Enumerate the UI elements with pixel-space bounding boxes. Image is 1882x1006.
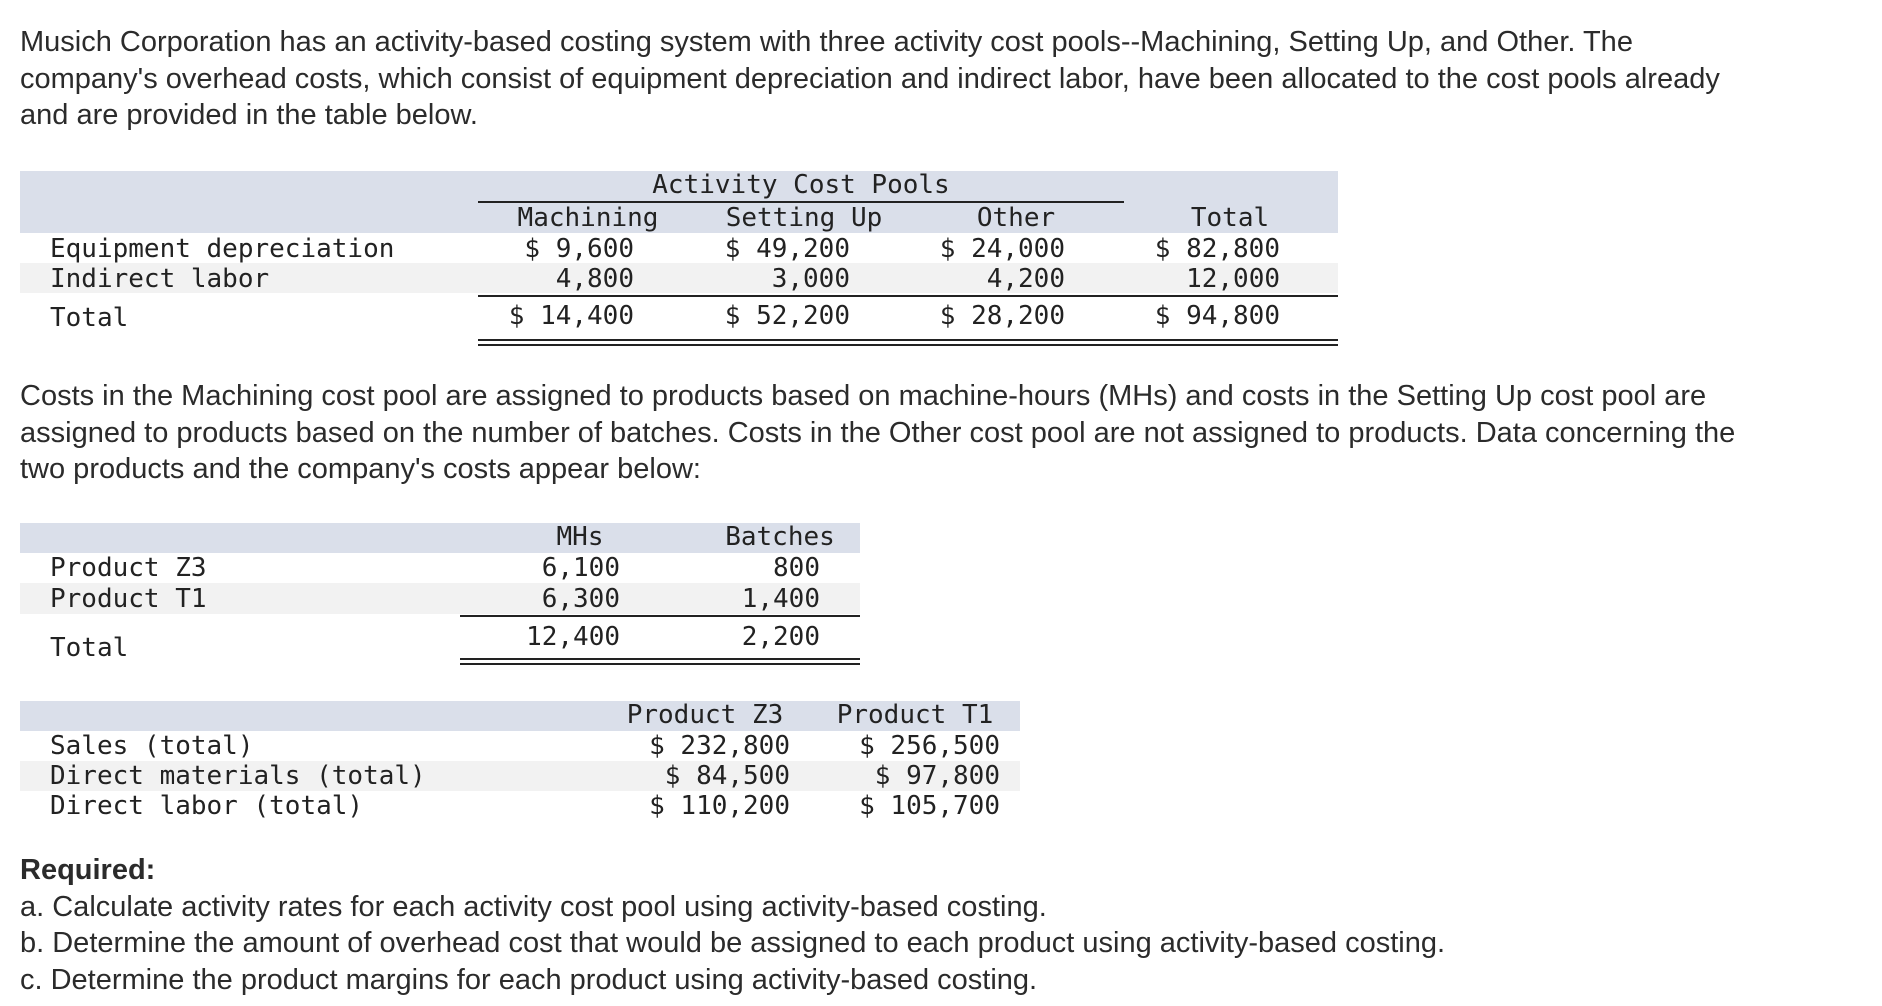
intro-line: Musich Corporation has an activity-based costing system with three activity cost pools--Machining, Setting Up, and Other. The <box>20 26 1633 58</box>
column-header-machining: Machining <box>517 203 659 233</box>
total-double-rule <box>478 339 1338 346</box>
column-header-other: Other <box>976 203 1056 233</box>
row-label-direct-materials: Direct materials (total) <box>50 761 426 791</box>
row-label-total: Total <box>50 303 129 333</box>
required-item-b: b. Determine the amount of overhead cost that would be assigned to each product using activity-based costing. <box>20 927 1446 959</box>
cell-value: 6,100 <box>541 553 620 583</box>
middle-paragraph <box>20 378 1882 488</box>
cell-value: $ 28,200 <box>939 301 1065 331</box>
subtotal-rule <box>460 615 860 617</box>
cell-value: 4,800 <box>555 264 634 294</box>
cell-value: 12,400 <box>526 622 620 652</box>
row-label-indirect-labor: Indirect labor <box>50 264 270 294</box>
middle-line: assigned to products based on the number of batches. Costs in the Other cost pool are not assigned to products. Data concerning the <box>20 416 1736 449</box>
cell-value: $ 94,800 <box>1154 301 1280 331</box>
required-section <box>20 852 1882 998</box>
total-double-rule <box>460 658 860 665</box>
row-label-product-t1: Product T1 <box>50 584 207 614</box>
cell-value: 4,200 <box>986 264 1065 294</box>
cell-value: $ 105,700 <box>859 791 1000 821</box>
middle-line: Costs in the Machining cost pool are assigned to products based on machine-hours (MHs) and costs in the Setting Up cost pool are <box>20 380 1707 412</box>
row-label-sales: Sales (total) <box>50 731 254 761</box>
column-header-product-t1: Product T1 <box>836 700 994 730</box>
cell-value: $ 110,200 <box>649 791 790 821</box>
cell-value: $ 256,500 <box>859 731 1000 761</box>
cell-value: 12,000 <box>1186 264 1280 294</box>
cell-value: $ 52,200 <box>724 301 850 331</box>
cell-value: $ 82,800 <box>1154 234 1280 264</box>
required-item-c: c. Determine the product margins for each product using activity-based costing. <box>20 963 1038 996</box>
row-label-direct-labor: Direct labor (total) <box>50 791 364 821</box>
column-header-setting-up: Setting Up <box>725 203 883 233</box>
cell-value: $ 232,800 <box>649 731 790 761</box>
cell-value: $ 84,500 <box>664 761 790 791</box>
intro-line: company's overhead costs, which consist of equipment depreciation and indirect labor, have been allocated to the cost pools already <box>20 62 1720 95</box>
cell-value: $ 24,000 <box>939 234 1065 264</box>
intro-paragraph <box>20 24 1882 134</box>
required-item-a: a. Calculate activity rates for each activity cost pool using activity-based costing. <box>20 890 1047 923</box>
required-heading: Required: <box>20 854 156 886</box>
group-header: Activity Cost Pools <box>652 170 950 200</box>
column-header-product-z3: Product Z3 <box>626 700 784 730</box>
row-label-total: Total <box>50 633 129 663</box>
cell-value: 800 <box>773 553 820 583</box>
cell-value: 3,000 <box>771 264 850 294</box>
row-label-equipment-depreciation: Equipment depreciation <box>50 234 395 264</box>
column-header-mhs: MHs <box>556 522 604 552</box>
cell-value: $ 97,800 <box>874 761 1000 791</box>
intro-line: and are provided in the table below. <box>20 99 478 131</box>
cell-value: 6,300 <box>541 584 620 614</box>
cell-value: 1,400 <box>741 584 820 614</box>
column-header-total: Total <box>1190 203 1270 233</box>
subtotal-rule <box>478 295 1338 297</box>
row-label-product-z3: Product Z3 <box>50 553 207 583</box>
column-header-batches: Batches <box>725 522 835 552</box>
cell-value: $ 9,600 <box>524 234 634 264</box>
cell-value: 2,200 <box>741 622 820 652</box>
middle-line: two products and the company's costs appear below: <box>20 453 701 485</box>
cell-value: $ 49,200 <box>724 234 850 264</box>
cell-value: $ 14,400 <box>508 301 634 331</box>
